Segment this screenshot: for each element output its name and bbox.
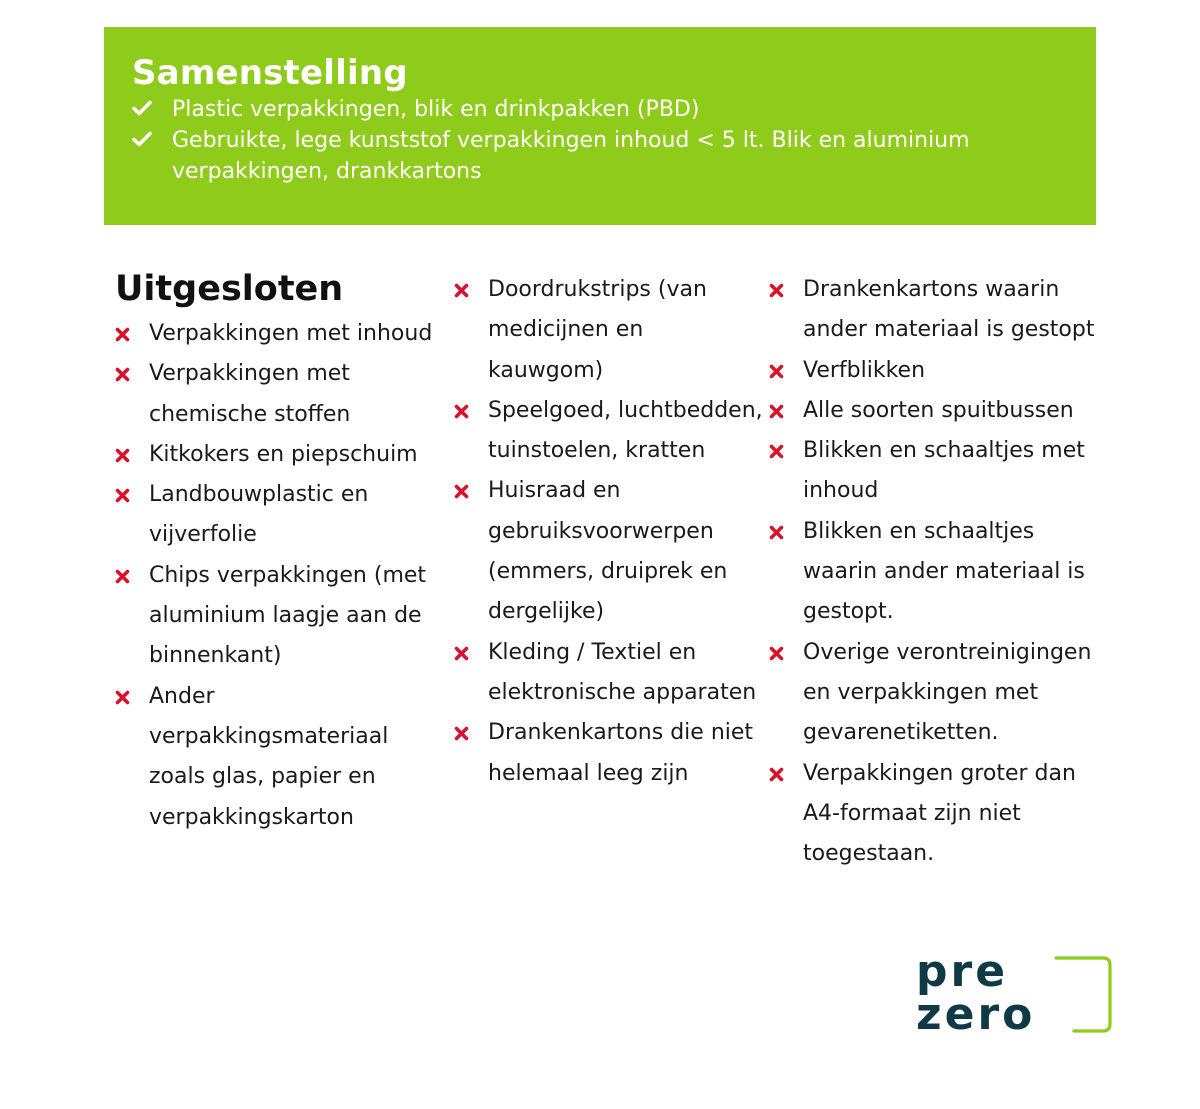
logo-text-top: pre	[916, 952, 1009, 997]
list-item-text: Plastic verpakkingen, blik en drinkpakken (PBD)	[172, 97, 700, 122]
prezero-logo	[914, 952, 1114, 1038]
list-item	[115, 314, 445, 354]
check-icon	[132, 94, 154, 125]
list-item	[115, 435, 445, 475]
list-item-text: Gebruikte, lege kunststof verpakkingen inhoud < 5 lt. Blik en aluminium verpakkingen, drankkartons	[172, 128, 970, 184]
cross-icon	[769, 525, 784, 540]
list-item-text: Kitkokers en piepschuim	[149, 441, 418, 467]
list-item-text: Chips verpakkingen (met aluminium laagje aan de binnenkant)	[149, 562, 427, 669]
cross-icon	[454, 484, 469, 499]
cross-icon	[769, 767, 784, 782]
cross-icon	[769, 444, 784, 459]
composition-panel	[104, 27, 1096, 225]
list-item	[454, 270, 764, 391]
list-item-text: Drankenkartons waarin ander materiaal is gestopt	[803, 277, 1095, 343]
list-item	[454, 391, 764, 472]
composition-list	[132, 94, 1032, 187]
list-item	[454, 633, 764, 714]
cross-icon	[769, 646, 784, 661]
list-item-text: Verpakkingen met inhoud	[149, 321, 433, 346]
list-item-text: Landbouwplastic en vijverfolie	[149, 482, 369, 548]
cross-icon	[115, 488, 130, 503]
list-item-text: Drankenkartons die niet helemaal leeg zijn	[488, 720, 754, 786]
list-item	[115, 354, 445, 435]
list-item	[115, 677, 445, 838]
list-item	[132, 94, 1032, 125]
list-item	[769, 633, 1099, 754]
list-item-text: Overige verontreinigingen en verpakkingen met gevarenetiketten.	[803, 639, 1092, 746]
cross-icon	[115, 367, 130, 382]
list-item-text: Ander verpakkingsmateriaal zoals glas, papier en verpakkingskarton	[149, 683, 389, 830]
check-icon	[132, 125, 154, 156]
list-item-text: Blikken en schaaltjes waarin ander materiaal is gestopt.	[803, 518, 1085, 625]
cross-icon	[454, 726, 469, 741]
cross-icon	[454, 283, 469, 298]
list-item-text: Verpakkingen groter dan A4-formaat zijn niet toegestaan.	[803, 760, 1076, 867]
list-item-text: Speelgoed, luchtbedden, tuinstoelen, kratten	[488, 397, 763, 464]
list-item	[769, 351, 1099, 391]
cross-icon	[769, 364, 784, 379]
list-item-text: Huisraad en gebruiksvoorwerpen (emmers, druiprek en dergelijke)	[488, 478, 728, 625]
list-item	[769, 270, 1099, 351]
list-item-text: Kleding / Textiel en elektronische apparaten	[488, 639, 757, 705]
cross-icon	[115, 448, 130, 463]
list-item	[454, 713, 764, 794]
list-item-text: Doordrukstrips (van medicijnen en kauwgom)	[488, 277, 707, 383]
excluded-column-2	[454, 270, 764, 794]
list-item-text: Verfblikken	[803, 357, 926, 383]
cross-icon	[769, 283, 784, 298]
excluded-title: Uitgesloten	[115, 269, 344, 309]
composition-title: Samenstelling	[132, 53, 408, 93]
excluded-column-1	[115, 314, 445, 838]
list-item	[769, 754, 1099, 875]
cross-icon	[769, 404, 784, 419]
list-item-text: Alle soorten spuitbussen	[803, 397, 1074, 423]
list-item	[115, 475, 445, 556]
list-item	[769, 391, 1099, 431]
list-item	[769, 512, 1099, 633]
list-item	[454, 471, 764, 632]
logo-text-bottom: zero	[916, 989, 1036, 1038]
cross-icon	[115, 327, 130, 342]
cross-icon	[115, 569, 130, 584]
list-item	[115, 556, 445, 677]
list-item-text: Blikken en schaaltjes met inhoud	[803, 438, 1085, 504]
cross-icon	[454, 646, 469, 661]
excluded-column-3	[769, 270, 1099, 874]
list-item	[132, 125, 1032, 187]
cross-icon	[454, 404, 469, 419]
list-item	[769, 431, 1099, 512]
cross-icon	[115, 690, 130, 705]
list-item-text: Verpakkingen met chemische stoffen	[149, 361, 351, 427]
